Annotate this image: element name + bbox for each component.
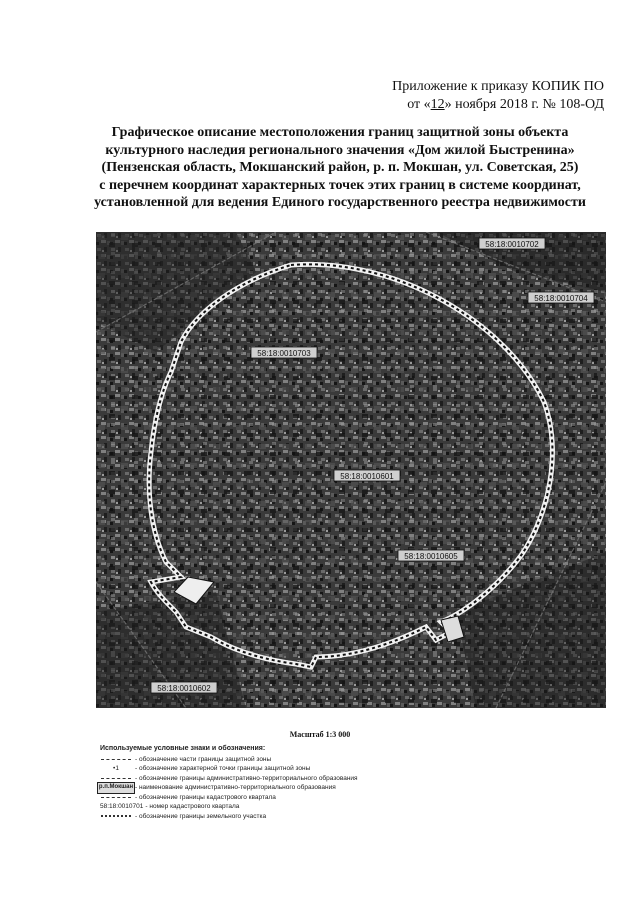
- point-symbol: •1: [113, 765, 119, 772]
- quarter-label-2: 58:18:0010704: [534, 294, 588, 303]
- zone-boundary-symbol: [100, 755, 132, 763]
- legend: [100, 744, 358, 821]
- quarter-label-1: 58:18:0010702: [485, 240, 539, 249]
- parcel-boundary-symbol: [100, 812, 132, 820]
- legend-item: - обозначение границы административно-территориального образования: [100, 774, 358, 784]
- legend-heading: Используемые условные знаки и обозначения:: [100, 745, 266, 752]
- title-line1: Графическое описание местоположения границ защитной зоны объекта: [111, 125, 569, 140]
- legend-item: - обозначение границы кадастрового квартала: [100, 793, 358, 803]
- title-line4: с перечнем координат характерных точек этих границ в системе координат,: [99, 177, 581, 193]
- quarter-label-6: 58:18:0010602: [157, 684, 211, 693]
- title-line3: (Пензенская область, Мокшанский район, р. п. Мокшан, ул. Советская, 25): [101, 160, 579, 175]
- appendix-header: [392, 78, 604, 114]
- legend-item: - обозначение части границы защитной зоны: [100, 755, 358, 765]
- quarter-label-4: 58:18:0010601: [340, 472, 394, 481]
- quarter-number-symbol: 58:18:0010701: [100, 803, 144, 810]
- map-scale: Масштаб 1:3 000: [289, 730, 351, 739]
- title-line2: культурного наследия регионального значения «Дом жилой Быстренина»: [105, 142, 575, 158]
- appendix-line1: Приложение к приказу КОПИК ПО: [392, 79, 604, 94]
- quarter-label-3: 58:18:0010703: [257, 349, 311, 358]
- map-image: [96, 232, 606, 708]
- legend-item: •1 - обозначение характерной точки границы защитной зоны: [100, 764, 358, 774]
- legend-item: - обозначение границы земельного участка: [100, 812, 358, 822]
- legend-item: р.п.Мокшан - наименование административно-территориального образования: [100, 783, 358, 793]
- title-line5: установленной для ведения Единого государственного реестра недвижимости: [94, 195, 586, 210]
- legend-item: 58:18:0010701 - номер кадастрового квартала: [100, 803, 240, 810]
- quarter-boundary-symbol: [100, 793, 132, 801]
- document-title: [70, 124, 610, 212]
- admin-name-symbol: р.п.Мокшан: [100, 784, 132, 792]
- quarter-label-5: 58:18:0010605: [404, 552, 458, 561]
- map-svg: [96, 232, 606, 708]
- order-day: 12: [430, 97, 445, 112]
- appendix-line2: от «12» ноября 2018 г. № 108-ОД: [407, 97, 604, 112]
